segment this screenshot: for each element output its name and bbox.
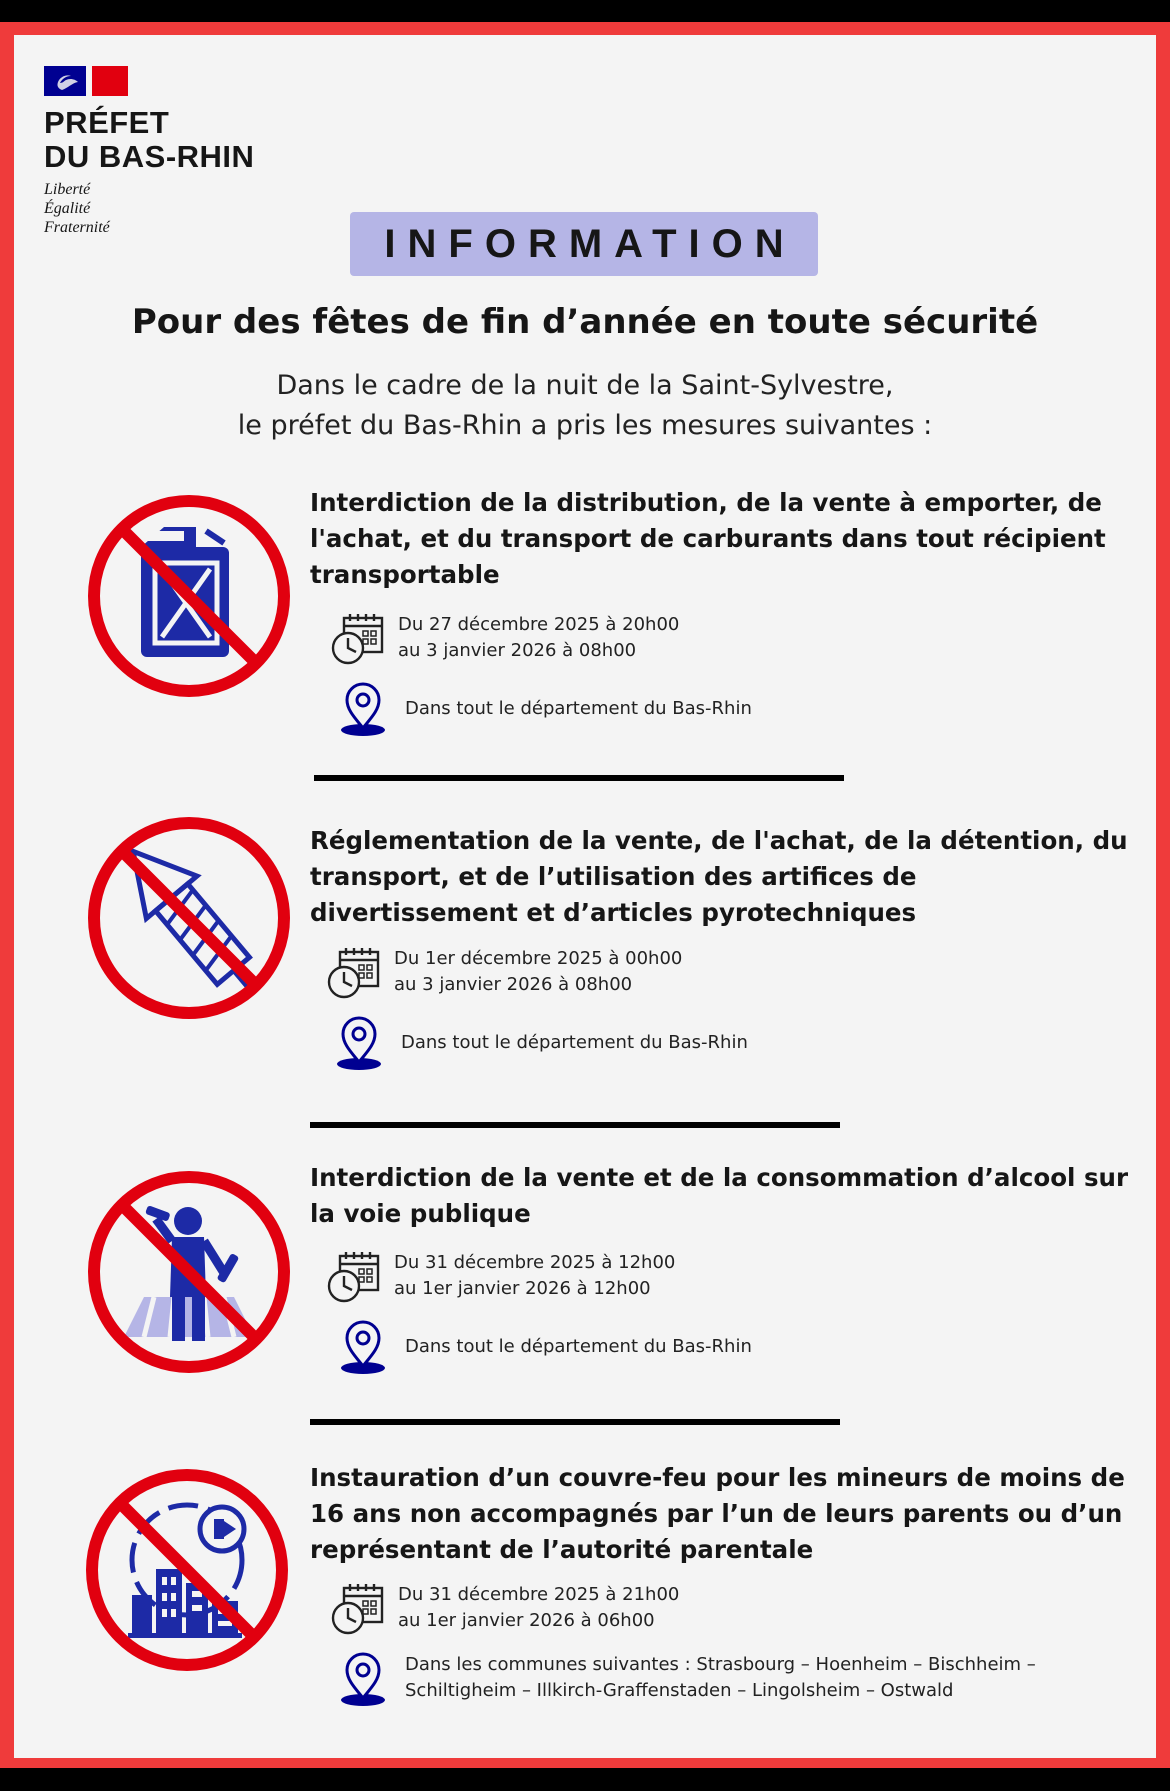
measure-4-place: Dans les communes suivantes : Strasbourg – Hoenheim – Bischheim – Schiltigheim – Illkirch-Graffenstaden – Lingolsheim – Ostwald <box>405 1654 1036 1701</box>
calendar-clock-icon <box>330 612 386 668</box>
measure-3-period <box>326 1250 675 1306</box>
calendar-clock-icon <box>326 946 382 1002</box>
measure-2-dates: Du 1er décembre 2025 à 00h00 au 3 janvier 2026 à 08h00 <box>394 948 683 995</box>
badge-label: INFORMATION <box>384 221 796 266</box>
measure-3-location <box>337 1320 752 1376</box>
measure-1-period <box>330 612 679 668</box>
prefecture-name: PRÉFET DU BAS-RHIN <box>44 105 255 174</box>
measure-1-dates: Du 27 décembre 2025 à 20h00 au 3 janvier 2026 à 08h00 <box>398 614 680 661</box>
measure-1-location <box>337 682 752 738</box>
calendar-clock-icon <box>330 1582 386 1638</box>
location-pin-icon <box>333 1016 385 1072</box>
republic-motto: Liberté Égalité Fraternité <box>44 181 110 236</box>
location-pin-icon <box>337 682 389 738</box>
location-pin-icon <box>337 1652 389 1708</box>
measure-2-place: Dans tout le département du Bas-Rhin <box>401 1032 748 1053</box>
information-badge <box>350 212 818 276</box>
measure-4-dates: Du 31 décembre 2025 à 21h00 au 1er janvier 2026 à 06h00 <box>398 1584 680 1631</box>
measure-1-place: Dans tout le département du Bas-Rhin <box>405 698 752 719</box>
calendar-clock-icon <box>326 1250 382 1306</box>
no-fireworks-icon <box>84 813 294 1023</box>
no-public-drinking-icon <box>84 1167 294 1377</box>
divider <box>310 1122 840 1128</box>
divider <box>314 775 844 781</box>
measure-3-title: Interdiction de la vente et de la consommation d’alcool sur la voie publique <box>310 1163 1129 1228</box>
page-title: Pour des fêtes de fin d’année en toute sécurité <box>131 302 1039 342</box>
curfew-minors-icon <box>82 1465 292 1675</box>
marianne-flag-icon <box>44 66 128 96</box>
measure-1-title: Interdiction de la distribution, de la vente à emporter, de l'achat, et du transport de carburants dans tout récipient transportable <box>310 488 1106 589</box>
measure-2-period <box>326 946 682 1002</box>
divider <box>310 1419 840 1425</box>
no-fuel-can-icon <box>84 491 294 701</box>
location-pin-icon <box>337 1320 389 1376</box>
intro-text: Dans le cadre de la nuit de la Saint-Sylvestre, le préfet du Bas-Rhin a pris les mesures suivantes : <box>237 370 933 441</box>
measure-4-location <box>337 1652 1036 1708</box>
measure-3-dates: Du 31 décembre 2025 à 12h00 au 1er janvier 2026 à 12h00 <box>394 1252 676 1299</box>
measure-4-title: Instauration d’un couvre-feu pour les mineurs de moins de 16 ans non accompagnés par l’un de leurs parents ou d’un représentant de l’autorité parentale <box>310 1463 1125 1564</box>
measure-2-location <box>333 1016 748 1072</box>
measure-2-title: Réglementation de la vente, de l'achat, de la détention, du transport, et de l’utilisation des artifices de divertissement et d’articles pyrotechniques <box>310 826 1128 927</box>
measure-4-period <box>330 1582 679 1638</box>
measure-3-place: Dans tout le département du Bas-Rhin <box>405 1336 752 1357</box>
prefecture-logo <box>44 66 254 237</box>
